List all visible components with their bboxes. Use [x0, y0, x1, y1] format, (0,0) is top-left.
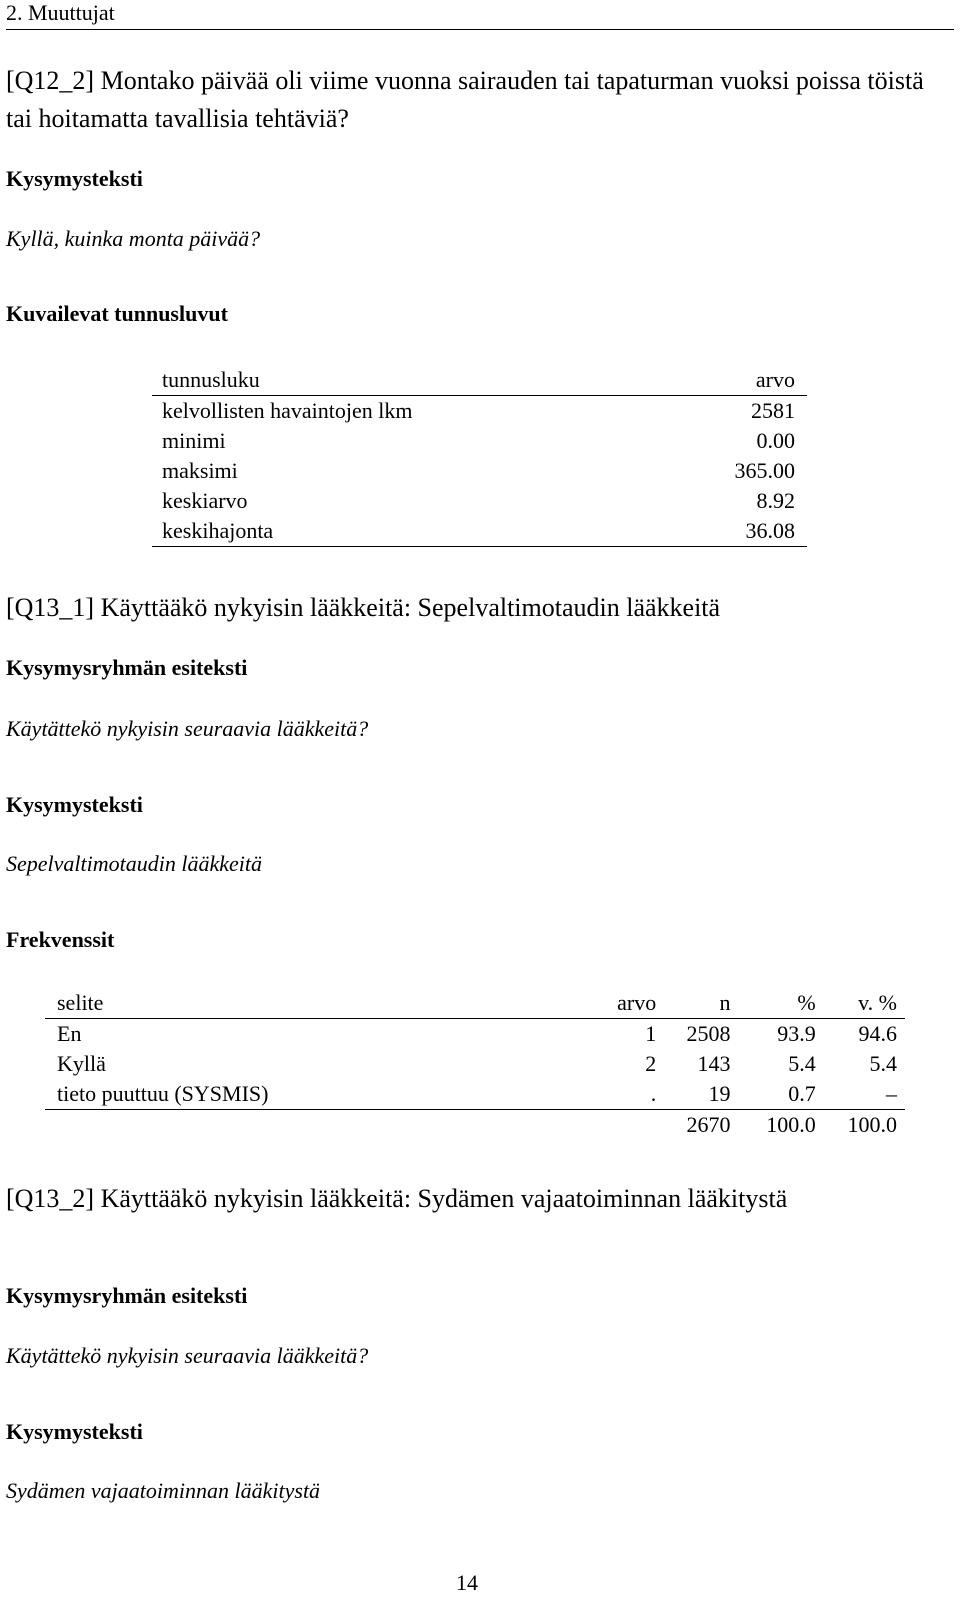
- table-row: [152, 396, 807, 427]
- q12-2-descriptives-label: Kuvailevat tunnusluvut: [6, 301, 228, 326]
- table-row: [45, 1079, 905, 1110]
- q12-2-question-text: Kyllä, kuinka monta päivää?: [6, 226, 261, 251]
- page-number: 14: [456, 1570, 478, 1595]
- stat-name: maksimi: [162, 458, 238, 483]
- table-cell: 0.7: [731, 1079, 816, 1110]
- table-cell: 143: [697, 1051, 731, 1076]
- q13-2-group-text: Käytättekö nykyisin seuraavia lääkkeitä?: [6, 1343, 369, 1368]
- table-total-row: [45, 1110, 905, 1141]
- table-header-row: [152, 365, 807, 396]
- table-cell: En: [57, 1021, 82, 1046]
- stat-value: 2581: [751, 398, 795, 423]
- table-cell: 93.9: [777, 1021, 816, 1046]
- q13-1-group-text-label: Kysymysryhmän esiteksti: [6, 655, 248, 680]
- q12-2-question-text-label: Kysymysteksti: [6, 166, 143, 191]
- header-rule: [6, 29, 954, 30]
- table-cell: 1: [645, 1021, 657, 1046]
- table-cell: 2: [645, 1051, 657, 1076]
- stat-name: keskiarvo: [162, 488, 248, 513]
- table-cell: Kyllä: [57, 1051, 106, 1076]
- table-row: [152, 456, 807, 486]
- table-header-row: [45, 988, 905, 1019]
- table-row: [152, 516, 807, 547]
- q13-1-group-text: Käytättekö nykyisin seuraavia lääkkeitä?: [6, 716, 369, 741]
- table-cell: 5.4: [869, 1051, 897, 1076]
- stat-name: kelvollisten havaintojen lkm: [162, 398, 413, 423]
- table-row: [152, 426, 807, 456]
- q13-2-title: [Q13_2] Käyttääkö nykyisin lääkkeitä: Sydämen vajaatoiminnan lääkitystä: [6, 1184, 788, 1213]
- stat-name: keskihajonta: [152, 516, 664, 547]
- descriptives-table: [152, 365, 807, 547]
- q13-2-group-text-label: Kysymysryhmän esiteksti: [6, 1283, 248, 1308]
- column-header: v. %: [816, 988, 905, 1019]
- column-header: n: [656, 988, 730, 1019]
- table-cell: .: [406, 1079, 656, 1110]
- q13-2-question-text: Sydämen vajaatoiminnan lääkitystä: [6, 1478, 321, 1503]
- column-header: selite: [45, 988, 406, 1019]
- table-cell: 2508: [686, 1021, 731, 1046]
- q13-1-frequencies-label: Frekvenssit: [6, 927, 115, 952]
- table-row: [45, 1019, 905, 1050]
- column-header: %: [731, 988, 816, 1019]
- table-cell: –: [816, 1079, 905, 1110]
- table-cell: 100.0: [766, 1112, 816, 1137]
- q13-1-title: [Q13_1] Käyttääkö nykyisin lääkkeitä: Sepelvaltimotaudin lääkkeitä: [6, 593, 721, 622]
- column-header: arvo: [406, 988, 656, 1019]
- running-head: 2. Muuttujat: [6, 0, 115, 25]
- q12-2-title: [Q12_2] Montako päivää oli viime vuonna sairauden tai tapaturman vuoksi poissa töistä tai hoitamatta tavallisia tehtäviä?: [6, 66, 924, 133]
- q13-1-question-text: Sepelvaltimotaudin lääkkeitä: [6, 851, 262, 876]
- table-cell: 2670: [686, 1112, 731, 1137]
- stat-value: 8.92: [756, 488, 795, 513]
- stat-value: 0.00: [756, 428, 795, 453]
- table-cell: [45, 1110, 406, 1141]
- table-cell: tieto puuttuu (SYSMIS): [45, 1079, 406, 1110]
- stat-value: 365.00: [734, 458, 795, 483]
- column-header: tunnusluku: [152, 365, 664, 396]
- frequency-table: [45, 988, 905, 1140]
- table-cell: 94.6: [858, 1021, 897, 1046]
- table-cell: 5.4: [788, 1051, 816, 1076]
- table-cell: [406, 1110, 656, 1141]
- column-header: arvo: [664, 365, 807, 396]
- table-row: [45, 1049, 905, 1079]
- table-row: [152, 486, 807, 516]
- table-cell: 19: [656, 1079, 730, 1110]
- stat-value: 36.08: [664, 516, 807, 547]
- q13-2-question-text-label: Kysymysteksti: [6, 1419, 143, 1444]
- stat-name: minimi: [162, 428, 226, 453]
- table-cell: 100.0: [847, 1112, 897, 1137]
- q13-1-question-text-label: Kysymysteksti: [6, 792, 143, 817]
